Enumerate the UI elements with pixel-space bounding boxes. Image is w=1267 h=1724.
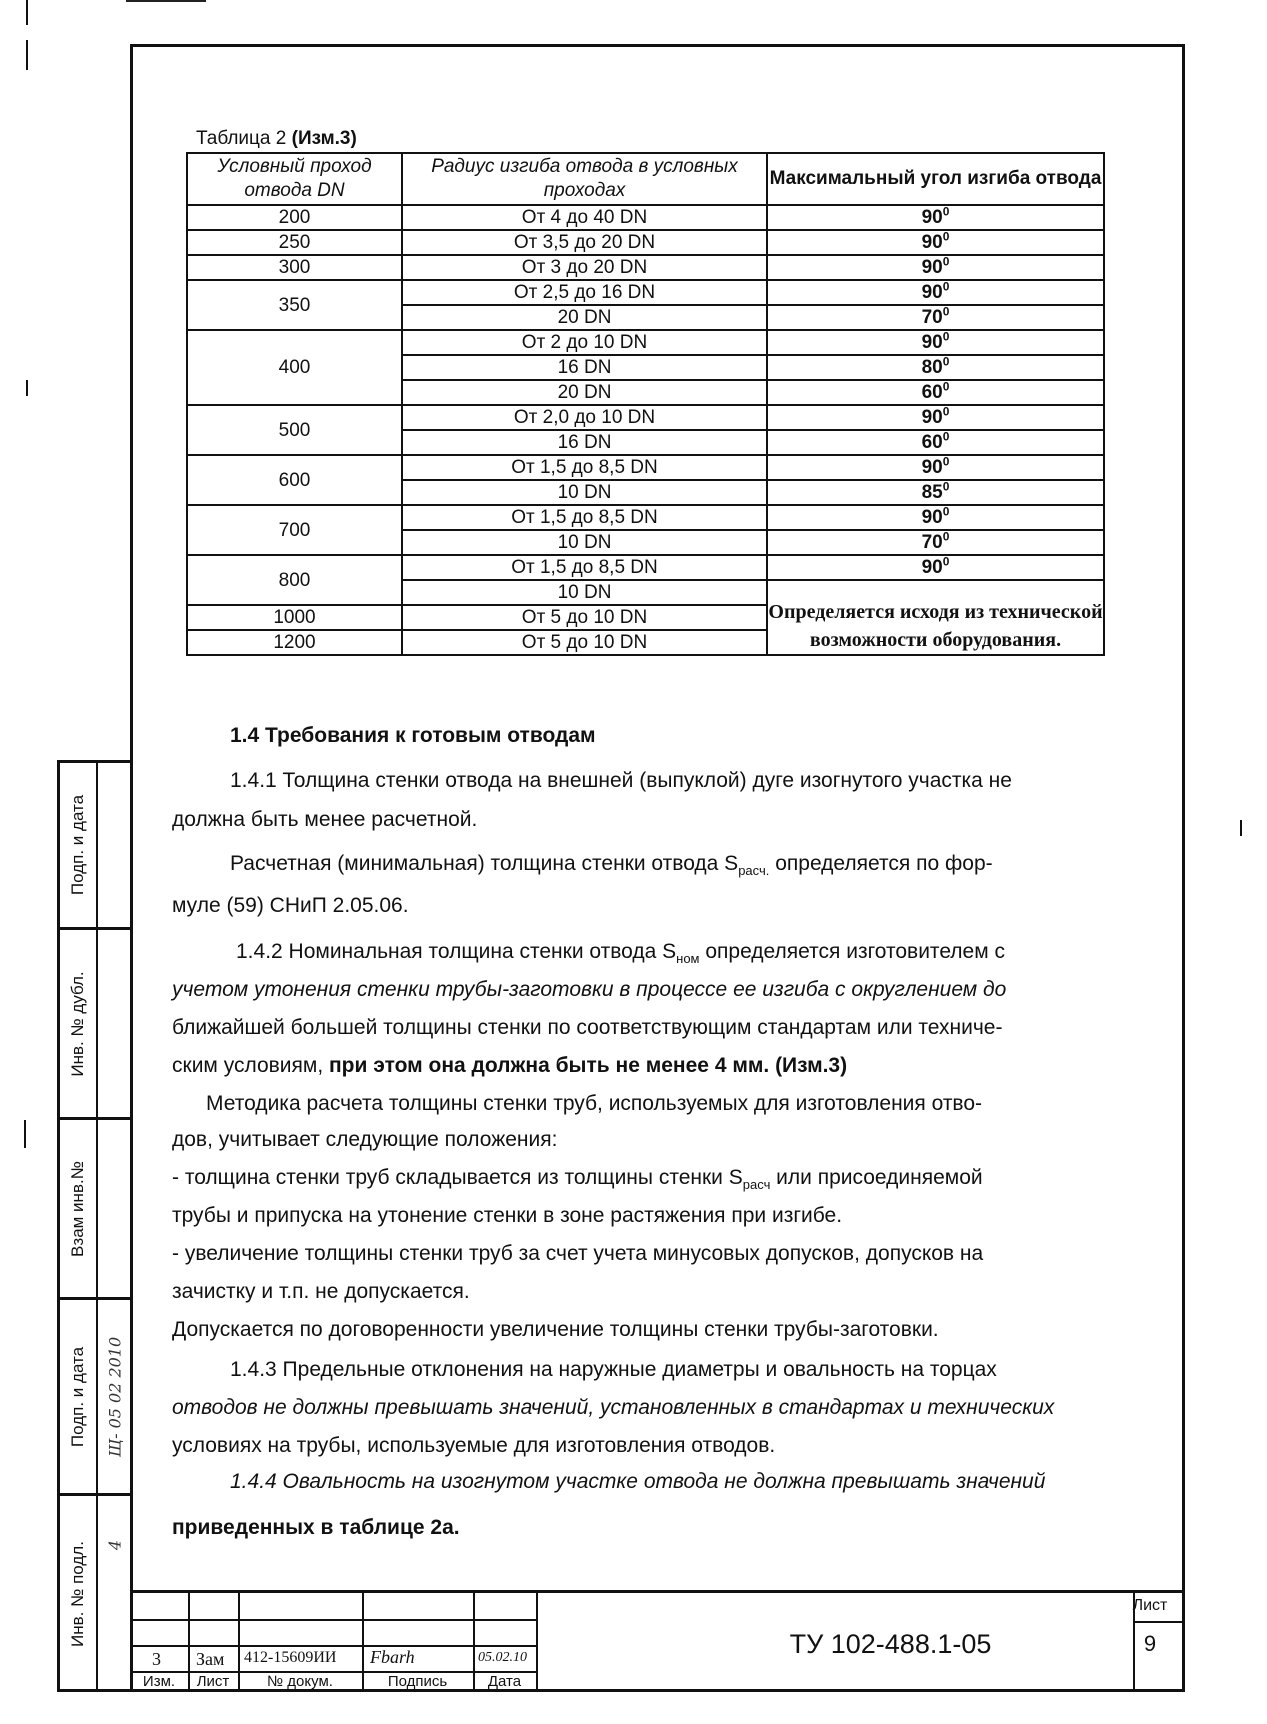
paragraph: должна быть менее расчетной. — [172, 808, 478, 831]
paragraph: зачистку и т.п. не допускается. — [172, 1280, 470, 1303]
degree-mark: 0 — [942, 279, 950, 294]
dn-cell: 1200 — [187, 630, 402, 655]
radius-cell: От 4 до 40 DN — [402, 205, 767, 230]
handwritten-date: Щ- 05 02 2010 — [105, 1336, 125, 1457]
change-type: Зам — [196, 1649, 225, 1669]
angle-value: 90 — [921, 207, 943, 228]
table-row — [187, 205, 1104, 230]
angle-cell — [767, 455, 1104, 480]
paragraph: 1.4.1 Толщина стенки отвода на внешней (выпуклой) дуге изогнутого участка не — [230, 769, 1012, 792]
paragraph: ским условиям, при этом она должна быть не менее 4 мм. (Изм.3) — [172, 1054, 848, 1077]
angle-value: 90 — [921, 507, 943, 528]
degree-mark: 0 — [942, 529, 950, 544]
margin-mark — [26, 40, 28, 70]
angle-value: 80 — [921, 357, 943, 378]
radius-cell: 20 DN — [402, 380, 767, 405]
sheet-label: Лист — [1132, 1597, 1168, 1614]
sidebar-label: Инв. № подл. — [68, 1541, 87, 1647]
paragraph: - увеличение толщины стенки труб за счет учета минусовых допусков, допусков на — [172, 1242, 984, 1265]
degree-mark: 0 — [942, 479, 950, 494]
signature: Fbarh — [370, 1647, 415, 1667]
angle-cell — [767, 230, 1104, 255]
paragraph: дов, учитывает следующие положения: — [172, 1128, 558, 1151]
sidebar-cell — [60, 1300, 130, 1496]
paragraph: муле (59) СНиП 2.05.06. — [172, 894, 409, 917]
paragraph: отводов не должны превышать значений, установленных в стандартах и технических — [172, 1396, 1055, 1419]
sidebar-label: Взам инв.№ — [68, 1160, 87, 1257]
angle-value: 90 — [921, 257, 943, 278]
degree-mark: 0 — [942, 304, 950, 319]
degree-mark: 0 — [942, 504, 950, 519]
radius-cell: От 3 до 20 DN — [402, 255, 767, 280]
paragraph: условиях на трубы, используемые для изготовления отводов. — [172, 1434, 776, 1457]
margin-mark — [26, 0, 28, 25]
sidebar-cell — [60, 1496, 130, 1692]
section-title: 1.4 Требования к готовым отводам — [230, 724, 596, 747]
degree-mark: 0 — [942, 404, 950, 419]
dn-cell: 250 — [187, 230, 402, 255]
sidebar-label: Инв. № дубл. — [68, 970, 87, 1077]
radius-cell: От 2,5 до 16 DN — [402, 280, 767, 305]
table-row — [187, 280, 1104, 305]
degree-mark: 0 — [942, 379, 950, 394]
paragraph: трубы и припуска на утонение стенки в зоне растяжения при изгибе. — [172, 1204, 843, 1227]
degree-mark: 0 — [942, 329, 950, 344]
degree-mark: 0 — [942, 229, 950, 244]
table-row — [187, 230, 1104, 255]
top-scribble — [126, 0, 206, 2]
sidebar-cell — [60, 930, 130, 1120]
sign-date: 05.02.10 — [478, 1650, 527, 1665]
radius-cell: 16 DN — [402, 355, 767, 380]
angle-value: 60 — [921, 382, 943, 403]
angle-value: 90 — [921, 282, 943, 303]
angle-value: 60 — [921, 432, 943, 453]
angle-value: 90 — [921, 332, 943, 353]
angle-cell — [767, 505, 1104, 530]
document-number: 412-15609ИИ — [244, 1649, 337, 1666]
angle-cell — [767, 555, 1104, 580]
bend-radius-table — [186, 152, 1105, 656]
table-header-cell: Радиус изгиба отвода в условных проходах — [402, 153, 767, 205]
table-header-cell: Максимальный угол изгиба отвода — [767, 153, 1104, 205]
angle-value: 90 — [921, 407, 943, 428]
radius-cell: От 1,5 до 8,5 DN — [402, 455, 767, 480]
angle-cell — [767, 305, 1104, 330]
table-header-cell: Условный проход отвода DN — [187, 153, 402, 205]
angle-value: 85 — [921, 482, 943, 503]
table-row — [187, 555, 1104, 580]
dn-cell: 500 — [187, 405, 402, 455]
degree-mark: 0 — [942, 254, 950, 269]
paragraph: учетом утонения стенки трубы-заготовки в процессе ее изгиба с округлением до — [172, 978, 1007, 1001]
stamp-caption: Дата — [487, 1673, 522, 1690]
dn-cell: 350 — [187, 280, 402, 330]
paragraph: приведенных в таблице 2а. — [172, 1516, 460, 1539]
paragraph: 1.4.2 Номинальная толщина стенки отвода $S_{ном}$ определяется изготовителем с — [236, 940, 1006, 967]
paragraph: ближайшей большей толщины стенки по соответствующим стандартам или техниче- — [172, 1016, 1003, 1039]
table-row — [187, 505, 1104, 530]
angle-cell — [767, 330, 1104, 355]
angle-cell — [767, 430, 1104, 455]
stamp-caption: Лист — [196, 1673, 230, 1690]
table-row — [187, 255, 1104, 280]
dn-cell: 800 — [187, 555, 402, 605]
document-title: ТУ 102-488.1-05 — [789, 1629, 992, 1659]
sheet-number: 9 — [1143, 1631, 1157, 1656]
paragraph: Допускается по договоренности увеличение толщины стенки трубы-заготовки. — [172, 1318, 939, 1341]
sidebar-cell — [60, 763, 130, 930]
table-header-row — [187, 153, 1104, 205]
angle-cell — [767, 405, 1104, 430]
stamp-caption: Подпись — [387, 1673, 448, 1690]
table-caption: Таблица 2 (Изм.3) — [196, 128, 357, 149]
paragraph: 1.4.4 Овальность на изогнутом участке отвода не должна превышать значений — [230, 1470, 1046, 1493]
angle-value: 90 — [921, 232, 943, 253]
degree-mark: 0 — [942, 204, 950, 219]
angle-value: 90 — [921, 557, 943, 578]
radius-cell: От 1,5 до 8,5 DN — [402, 555, 767, 580]
margin-mark — [24, 1120, 26, 1148]
handwritten-inv-number: 4 — [105, 1539, 125, 1551]
table-row — [187, 455, 1104, 480]
dn-cell: 400 — [187, 330, 402, 405]
angle-value: 70 — [921, 532, 943, 553]
angle-cell — [767, 530, 1104, 555]
radius-cell: От 2,0 до 10 DN — [402, 405, 767, 430]
sidebar-label: Подп. и дата — [68, 794, 87, 896]
angle-cell — [767, 205, 1104, 230]
angle-cell — [767, 480, 1104, 505]
title-block — [130, 1590, 1185, 1692]
angle-cell — [767, 255, 1104, 280]
degree-mark: 0 — [942, 454, 950, 469]
angle-value: 90 — [921, 457, 943, 478]
degree-mark: 0 — [942, 354, 950, 369]
radius-cell: 16 DN — [402, 430, 767, 455]
table-row — [187, 405, 1104, 430]
sidebar-label: Подп. и дата — [68, 1346, 87, 1447]
angle-cell — [767, 280, 1104, 305]
paragraph: Методика расчета толщины стенки труб, используемых для изготовления отво- — [206, 1092, 983, 1115]
radius-cell: От 5 до 10 DN — [402, 605, 767, 630]
degree-mark: 0 — [942, 554, 950, 569]
angle-cell — [767, 380, 1104, 405]
radius-cell: От 2 до 10 DN — [402, 330, 767, 355]
radius-cell: 10 DN — [402, 530, 767, 555]
stamp-caption: № докум. — [267, 1673, 333, 1690]
stamp-caption: Изм. — [142, 1673, 176, 1690]
radius-cell: От 1,5 до 8,5 DN — [402, 505, 767, 530]
margin-mark — [26, 380, 28, 396]
table-row — [187, 330, 1104, 355]
dn-cell: 200 — [187, 205, 402, 230]
margin-mark — [1240, 820, 1242, 836]
radius-cell: От 3,5 до 20 DN — [402, 230, 767, 255]
dn-cell: 600 — [187, 455, 402, 505]
dn-cell: 1000 — [187, 605, 402, 630]
paragraph: - толщина стенки труб складывается из толщины стенки $S_{расч}$ или присоединяемой — [172, 1166, 983, 1193]
radius-cell: 20 DN — [402, 305, 767, 330]
sidebar-cell — [60, 1120, 130, 1300]
paragraph: 1.4.3 Предельные отклонения на наружные диаметры и овальность на торцах — [230, 1358, 997, 1381]
dn-cell: 300 — [187, 255, 402, 280]
degree-mark: 0 — [942, 429, 950, 444]
left-sidebar — [57, 760, 130, 1692]
capability-note: Определяется исходя из технической возможности оборудования. — [767, 580, 1104, 655]
radius-cell: 10 DN — [402, 480, 767, 505]
change-number: 3 — [152, 1649, 161, 1669]
dn-cell: 700 — [187, 505, 402, 555]
angle-cell — [767, 355, 1104, 380]
angle-value: 70 — [921, 307, 943, 328]
radius-cell: 10 DN — [402, 580, 767, 605]
paragraph: Расчетная (минимальная) толщина стенки отвода $S_{расч.}$ определяется по фор- — [230, 852, 993, 879]
radius-cell: От 5 до 10 DN — [402, 630, 767, 655]
